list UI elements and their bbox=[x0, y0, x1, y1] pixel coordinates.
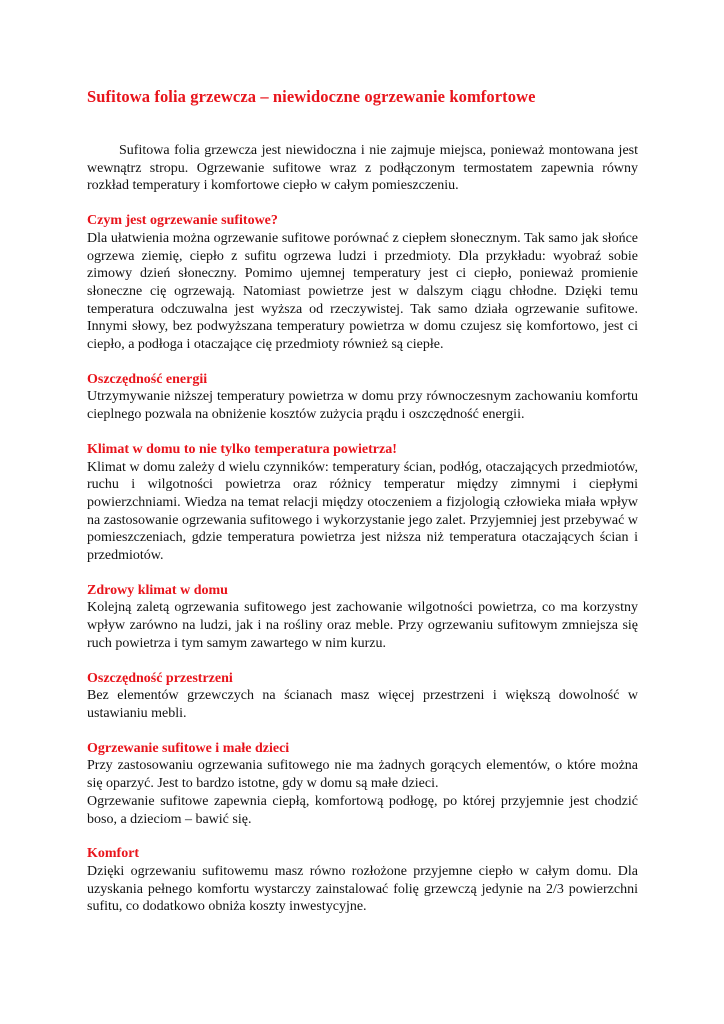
document-title: Sufitowa folia grzewcza – niewidoczne ogrzewanie komfortowe bbox=[87, 87, 536, 106]
section-heading: Oszczędność przestrzeni bbox=[87, 670, 233, 686]
section-what-is-ceiling-heating bbox=[87, 212, 638, 354]
section-heading: Ogrzewanie sufitowe i małe dzieci bbox=[87, 740, 290, 756]
section-energy-saving bbox=[87, 371, 638, 424]
section-paragraph: Utrzymywanie niższej temperatury powietrza w domu przy równoczesnym zachowaniu komfortu cieplnego pozwala na obniżenie kosztów zużycia prądu i oszczędność energii. bbox=[87, 389, 638, 423]
section-paragraph: Dla ułatwienia można ogrzewanie sufitowe porównać z ciepłem słonecznym. Tak samo jak słońce ogrzewa ziemię, ciepło z sufitu ogrzewa ludzi i przedmioty. Dla przykładu: wyobraź sobie zimowy dzień słoneczny. Pomimo ujemnej temperatury jest ci ciepło, ponieważ promienie słoneczne cię ogrzewają. Natomiast powietrze jest w dalszym ciągu chłodne. Dzięki temu temperatura odczuwalna jest wyższa od rzeczywistej. Tak samo działa ogrzewanie sufitowe. Innymi słowy, bez podwyższana temperatury powietrza w domu czujesz się komfortowo, jest ci ciepło, a podłoga i otaczające cię przedmioty również są ciepłe. bbox=[87, 230, 638, 353]
section-heading: Zdrowy klimat w domu bbox=[87, 582, 228, 598]
section-paragraph: Kolejną zaletą ogrzewania sufitowego jest zachowanie wilgotności powietrza, co ma korzystny wpływ zarówno na ludzi, jak i na rośliny oraz meble. Przy ogrzewaniu sufitowym zmniejsza się ruch powietrza i tym samym zawartego w nim kurzu. bbox=[87, 600, 638, 651]
document-page bbox=[87, 86, 638, 916]
section-paragraph: Ogrzewanie sufitowe zapewnia ciepłą, komfortową podłogę, po której przyjemnie jest chodzić boso, a dzieciom – bawić się. bbox=[87, 793, 638, 827]
section-healthy-climate bbox=[87, 582, 638, 653]
section-heading: Czym jest ogrzewanie sufitowe? bbox=[87, 213, 278, 229]
section-heading: Oszczędność energii bbox=[87, 371, 208, 387]
section-heading: Komfort bbox=[87, 846, 140, 862]
section-comfort bbox=[87, 845, 638, 916]
section-heading: Klimat w domu to nie tylko temperatura powietrza! bbox=[87, 441, 397, 457]
section-space-saving bbox=[87, 670, 638, 723]
section-paragraph: Przy zastosowaniu ogrzewania sufitowego nie ma żadnych gorących elementów, o które można się oparzyć. Jest to bardzo istotne, gdy w domu są małe dzieci. bbox=[87, 758, 638, 792]
section-paragraph: Bez elementów grzewczych na ścianach masz więcej przestrzeni i większą dowolność w ustawianiu mebli. bbox=[87, 688, 638, 721]
section-paragraph: Klimat w domu zależy d wielu czynników: temperatury ścian, podłóg, otaczających przedmiotów, ruchu i wilgotności powietrza oraz różnicy temperatur między zimnymi i ciepłymi powierzchniami. Wiedza na temat relacji między otoczeniem a fizjologią człowieka miała wpływ na zastosowanie ogrzewania sufitowego i wykorzystanie jego zalet. Przyjemniej jest przebywać w pomieszczeniach, gdzie temperatura powietrza jest niższa niż temperatura otaczających ścian i przedmiotów. bbox=[87, 459, 638, 564]
section-small-children bbox=[87, 740, 638, 829]
section-home-climate bbox=[87, 441, 638, 565]
section-paragraph: Dzięki ogrzewaniu sufitowemu masz równo rozłożone przyjemne ciepło w całym domu. Dla uzyskania pełnego komfortu wystarczy zainstalować folię grzewczą jedynie na 2/3 powierzchni sufitu, co dodatkowo obniża koszty inwestycyjne. bbox=[87, 863, 638, 915]
intro-paragraph: Sufitowa folia grzewcza jest niewidoczna i nie zajmuje miejsca, ponieważ montowana jest wewnątrz stropu. Ogrzewanie sufitowe wraz z podłączonym termostatem zapewnia równy rozkład temperatury i komfortowe ciepło w całym pomieszczeniu. bbox=[87, 143, 638, 194]
